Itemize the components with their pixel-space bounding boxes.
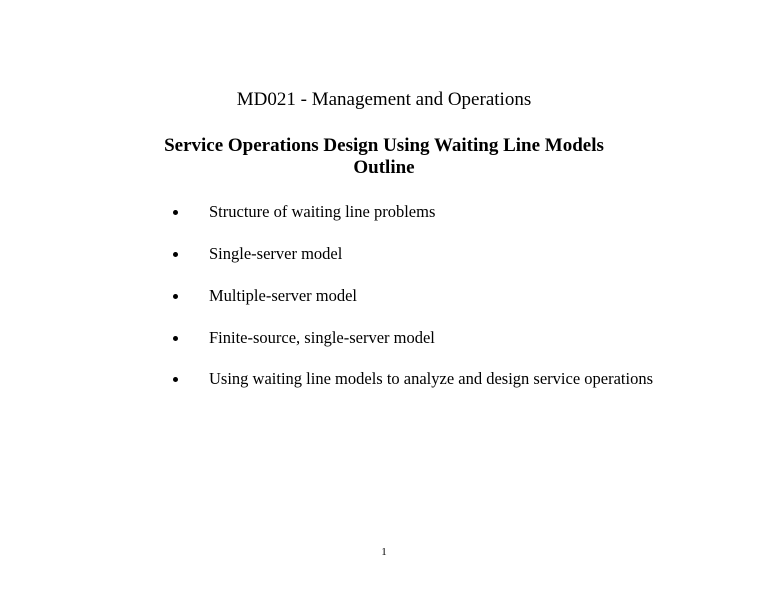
outline-item-text: Finite-source, single-server model bbox=[209, 328, 435, 347]
outline-item bbox=[0, 327, 768, 349]
outline-item bbox=[0, 243, 768, 265]
course-title: MD021 - Management and Operations bbox=[236, 89, 532, 110]
document-subtitle: Outline bbox=[353, 157, 415, 178]
bullet-icon bbox=[173, 377, 178, 382]
bullet-icon bbox=[173, 294, 178, 299]
bullet-icon bbox=[173, 210, 178, 215]
page-number: 1 bbox=[381, 546, 387, 558]
outline-item-text: Single-server model bbox=[209, 244, 343, 263]
document-title: Service Operations Design Using Waiting Line Models bbox=[164, 135, 604, 156]
outline-item-text: Using waiting line models to analyze and design service operations bbox=[209, 369, 654, 388]
outline-item-text: Structure of waiting line problems bbox=[209, 202, 436, 221]
bullet-icon bbox=[173, 252, 178, 257]
outline-item-text: Multiple-server model bbox=[209, 286, 358, 305]
outline-item bbox=[0, 368, 768, 390]
bullet-icon bbox=[173, 336, 178, 341]
outline-item bbox=[0, 201, 768, 223]
outline-item bbox=[0, 285, 768, 307]
